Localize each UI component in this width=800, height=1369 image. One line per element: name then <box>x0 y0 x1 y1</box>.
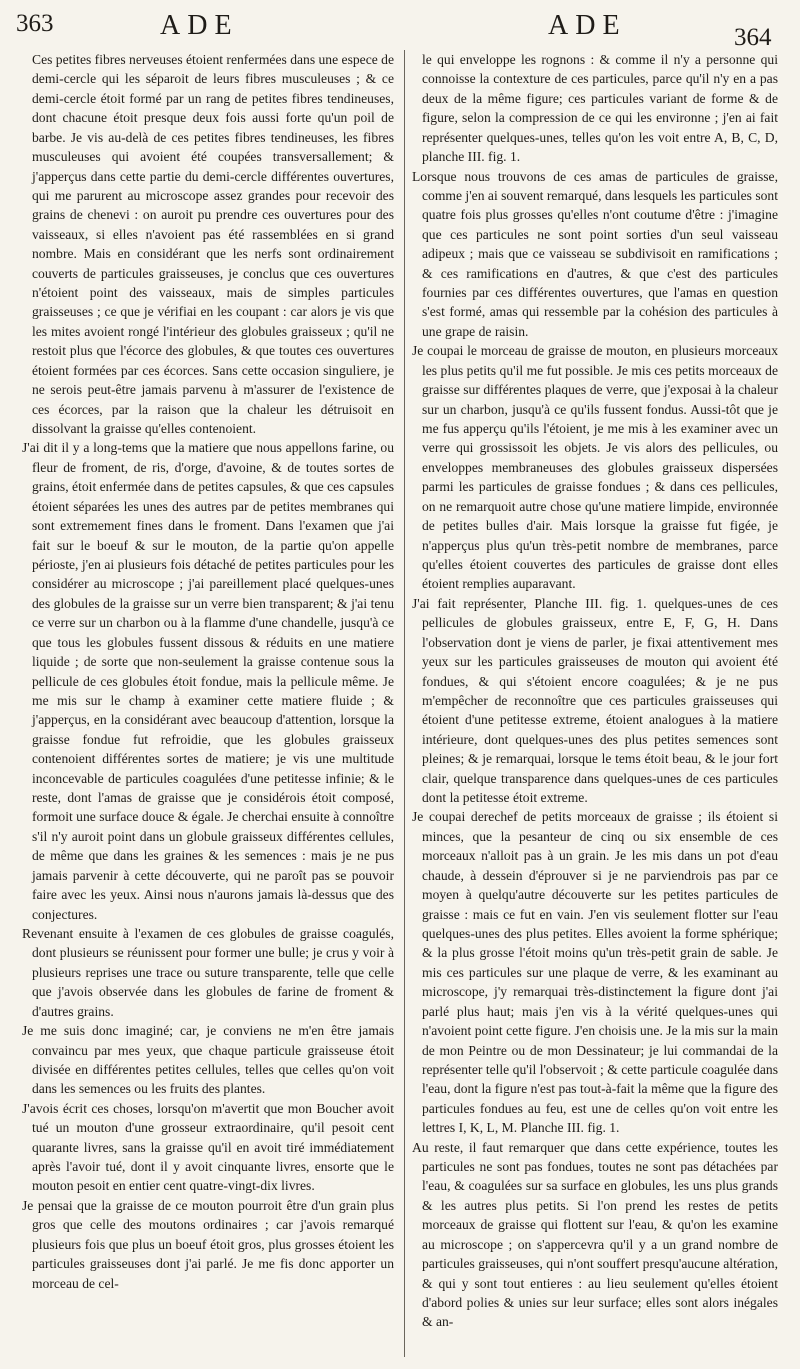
paragraph: Je me suis donc imaginé; car, je conviens ne m'en être jamais convaincu par mes yeux, que chaque particule graisseuse étoit divisée en différentes petites cellules, telles que celles qu'on voit dans les semences ou les fruits des plantes. <box>22 1023 394 1097</box>
page-header <box>0 0 800 51</box>
paragraph: Au reste, il faut remarquer que dans cette expérience, toutes les particules ne sont pas fondues, toutes ne sont pas détachées par l'eau, & coagulées sur sa surface en globules, les uns plus grands & les autres plus petits. Si l'on prend les restes de petits morceaux de graisse qui flottent sur l'eau, & qu'on les examine au microscope ; on s'appercevra qu'il y a un grand nombre de particules graisseuses, qui n'ont souffert presqu'aucune altération, & qui y sont tout entieres : au lieu seulement qu'elles étoient d'abord polies & unies sur leur surface; elles sont alors inégales & an- <box>412 1139 778 1330</box>
left-page-number: 363 <box>16 10 54 37</box>
paragraph: Revenant ensuite à l'examen de ces globules de graisse coagulés, dont plusieurs se réunissent pour former une bulle; je crus y voir à plusieurs reprises une trace ou suture transparente, telle que celle que j'avois observée dans les globules de farine de froment & d'autres grains. <box>22 925 394 1019</box>
paragraph: le qui enveloppe les rognons : & comme il n'y a personne qui connoisse la contexture de ces particules, parce qu'il n'y en a pas deux de la même figure; ces particules variant de forme & de figure, selon la compression de ce qui les environne ; j'en ai fait représenter quelques-unes, telles qu'on les voit entre A, B, C, D, planche III. fig. 1. <box>422 52 778 165</box>
paragraph: J'avois écrit ces choses, lorsqu'on m'avertit que mon Boucher avoit tué un mouton d'une grosseur extraordinaire, qu'il pesoit cent quarante livres, sans la graisse qu'il en avoit tiré immédiatement après l'avoir tué, dont il y avoit cinquante livres, ensorte que le mouton pesoit en entier cent quatre-vingt-dix livres. <box>22 1100 394 1194</box>
right-page-number: 364 <box>734 24 772 51</box>
paragraph: Ces petites fibres nerveuses étoient renfermées dans une espece de demi-cercle qui les séparoit de leurs fibres musculeuses ; & ce demi-cercle étoit formé par un rang de petites fibres tendineuses, dont chacune étoit presque deux fois aussi forte qu'un poil de barbe. Je vis au-delà de ces petites fibres tendineuses, les fibres musculeuses qui avoient été coupées transversallement; & j'apperçus dans cette partie du demi-cercle différentes ouvertures, qui me parurent au microscope assez grandes pour recevoir des grains de chenevi : on auroit pu prendre ces ouvertures pour des vaisseaux, si elles n'avoient pas été rassemblées en si grand nombre. Mais en considérant que les nerfs sont ordinairement couverts de particules graisseuses, je conclus que ces ouvertures n'étoient point des vaisseaux, mais de simples particules graisseuses ; ce que je vérifiai en les coupant : car alors je vis que les mites avoient rongé l'intérieur des globules graisseux ; qu'il ne restoit plus que l'écorce des globules, & que toutes ces ouvertures étoient formées par ces écorces. Sans cette occasion singuliere, je ne serois peut-être jamais parvenu à m'assurer de l'existence de ces écorces, par la raison que la chaleur les détruisoit en dissolvant la graisse qu'elles contenoient. <box>32 52 394 437</box>
paragraph: Je pensai que la graisse de ce mouton pourroit être d'un grain plus gros que celle des moutons ordinaires ; car j'avois remarqué plusieurs fois que plus un boeuf étoit gros, plus grosses étoient les particules graisseuses dont j'ai parlé. Je me fis donc apporter un morceau de cel- <box>22 1197 394 1291</box>
left-text-column <box>22 50 394 1293</box>
right-text-column <box>412 50 778 1332</box>
left-running-title: ADE <box>160 10 239 41</box>
right-running-title: ADE <box>548 10 627 41</box>
paragraph: J'ai fait représenter, Planche III. fig. 1. quelques-unes de ces pellicules de globules graisseux, entre E, F, G, H. Dans l'observation dont je viens de parler, je fixai attentivement mes yeux sur les particules graisseuses de mouton qui avoient été fondues, & qui s'étoient encore coagulées; & je ne pus m'empêcher de reconnoître que ces particules graisseuses qui étoient d'une petitesse extreme, étoient analogues à la matiere intérieure, dont quelques-unes des plus petites semences sont pleines; & je remarquai, lorsque le tems étoit beau, & le jour fort clair, quelque transparence dans quelques-unes de ces particules dont la petitesse étoit extreme. <box>412 595 778 806</box>
paragraph: J'ai dit il y a long-tems que la matiere que nous appellons farine, ou fleur de froment, de ris, d'orge, d'avoine, & de toutes sortes de grains, étoit enfermée dans de petites capsules, & que ces capsules étoient séparées les unes des autres par de petites membranes qui sont extremement fines dans le froment. Dans l'examen que j'ai fait sur le boeuf & sur le mouton, de la partie qu'on appelle périoste, j'en ai plusieurs fois détaché de petites particules pour les considérer au microscope ; j'ai pareillement placé quelques-unes des globules de la graisse sur un verre bien transparent; & j'ai tenu ce verre sur un charbon ou à la flamme d'une chandelle, jusqu'à ce que tous les globules fussent dissous & réduits en une matiere liquide ; de sorte que non-seulement la graisse contenue sous la pellicule de ces globules étoit fondue, mais la pellicule même. Je me mis sur le champ à examiner cette matiere fluide ; & j'apperçus, en la considérant avec beaucoup d'attention, lorsque la graisse fondue fut refroidie, que les globules graisseux contenoient différentes sortes de matiere; je vis une multitude inconcevable de particules coagulées d'une petitesse infinie; & le reste, dont l'amas de graisse que je considérois étoit composé, formoit une surface douce & égale. Je cherchai ensuite à connoître s'il n'y auroit point dans un globule graisseux différentes cellules, de même que dans les graines & les semences : mais je ne pus jamais parvenir à cette découverte, qui ne paroît pas se pouvoir faire avec les yeux. Ainsi nous n'aurons jamais là-dessus que des conjectures. <box>22 440 394 922</box>
paragraph: Je coupai derechef de petits morceaux de graisse ; ils étoient si minces, que la pesanteur de cinq ou six ensemble de ces morceaux n'alloit pas à un grain. Je les mis dans un pot d'eau chaude, à dessein d'éprouver si je ne parviendrois pas par ce moyen à quelqu'autre découverte sur les petites particules de graisse : mais ce fut en vain. J'en vis seulement flotter sur l'eau quelques-unes des plus petites. Elles avoient la forme sphérique; & la plus grosse l'étoit moins qu'un très-petit grain de sable. Je mis ces particules sur une plaque de verre, & les examinant au microscope, j'y remarquai très-distinctement la figure dont j'ai parlé plus haut; mais j'en vis à la vérité quelques-unes qui n'avoient point cette figure. J'en choisis une. Je la mis sur la main de mon Peintre ou de mon Dessinateur; je lui commandai de la représenter telle qu'il l'observoit ; & cette particule coagulée dans l'eau, dont la figure n'est pas tout-à-fait la même que la figure des particules fondues au feu, est une de celles qu'on voit entre les lettres I, K, L, M. Planche III. fig. 1. <box>412 809 778 1136</box>
paragraph: Lorsque nous trouvons de ces amas de particules de graisse, comme j'en ai souvent remarqué, dans lesquels les particules sont quatre fois plus grosses qu'elles n'ont coutume d'être : j'imagine que ces particules ne sont point sorties d'un seul vaisseau adipeux ; mais que ce vaisseau se subdivisoit en ramifications ; & ces ramifications en d'autres, & que c'est des particules fournies par ces différentes ouvertures, que l'amas en question s'est formé, amas qui ressemble par la cohésion des particules à une grape de raisin. <box>412 168 778 339</box>
column-divider <box>404 50 405 1357</box>
paragraph: Je coupai le morceau de graisse de mouton, en plusieurs morceaux les plus petits qu'il me fut possible. Je mis ces petits morceaux de graisse sur différentes plaques de verre, que j'exposai à la chaleur sur un charbon, jusqu'à ce qu'ils fussent fondus. Aussi-tôt que je me fus apperçu qu'ils l'étoient, je me mis à les examiner avec un verre qui grossissoit les objets. Je vis alors des pellicules, ou enveloppes membraneuses des globules graisseux dispersées parmi les particules de graisse fondues ; & dans ces pellicules, on ne remarquoit autre chose qu'une matiere limpide, environnée de petites bulles d'air. Mais lorsque la graisse fut figée, je n'apperçus plus qu'un très-petit nombre de membranes, parce qu'elles étoient couvertes des particules de graisse dont elles étoient remplies auparavant. <box>412 343 778 592</box>
